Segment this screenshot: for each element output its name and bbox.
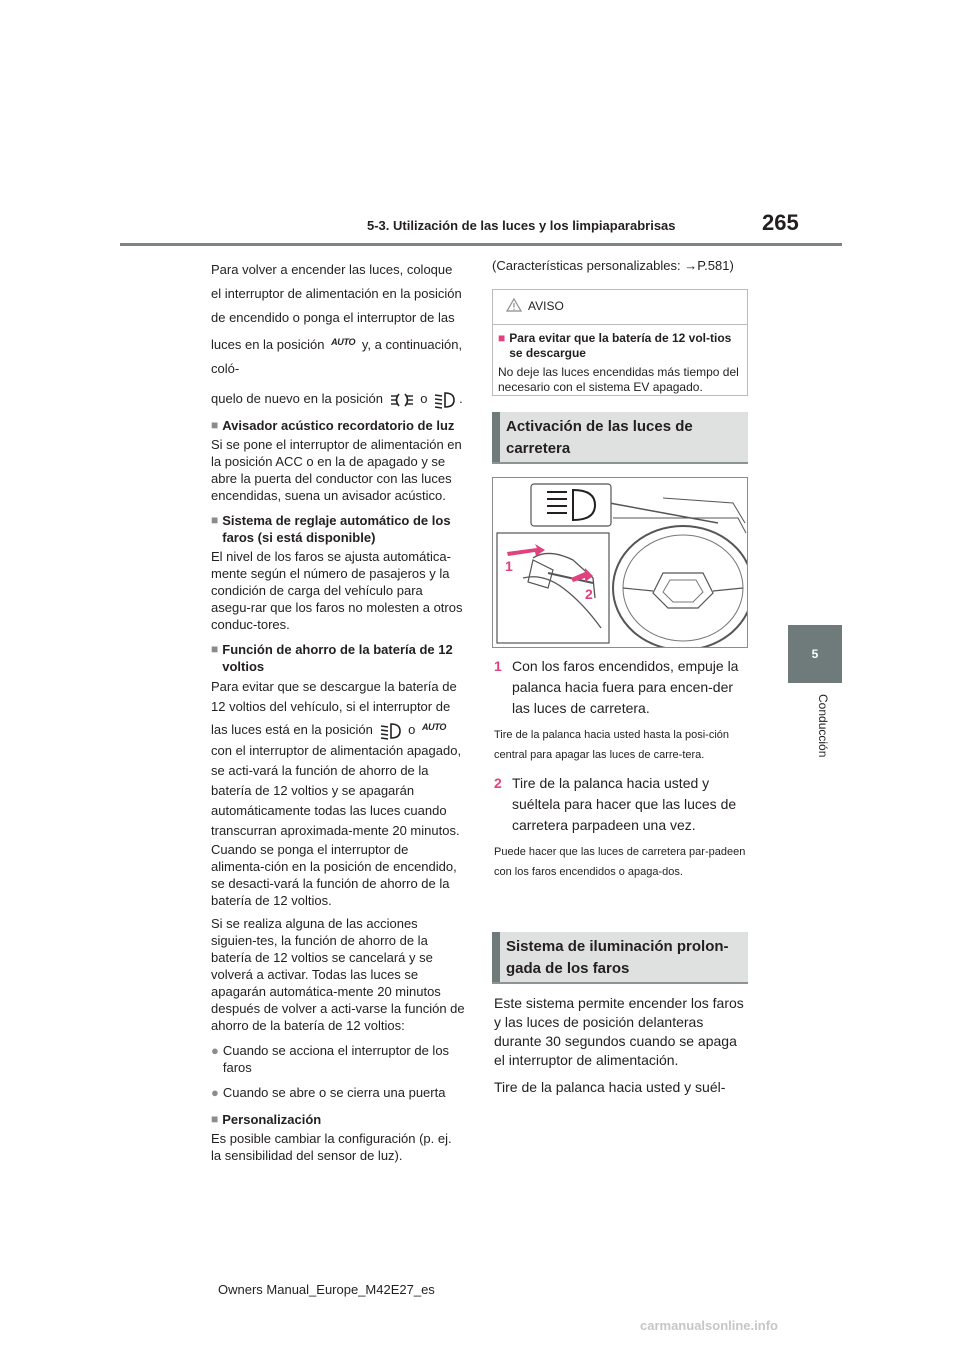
square-bullet-icon: ■ — [211, 513, 219, 527]
step-1: 1 Con los faros encendidos, empuje la palanca hacia fuera para encen-der las luces de carretera. — [494, 658, 739, 716]
heading-auto-leveling: ■ Sistema de reglaje automático de los faros (si está disponible) — [211, 513, 451, 545]
page-number: 265 — [762, 210, 799, 235]
list-item: ● Cuando se acciona el interruptor de los faros — [211, 1042, 450, 1075]
auto-symbol: AUTO — [421, 722, 447, 732]
step-2: 2 Tire de la palanca hacia usted y suéltela para hacer que las luces de carretera parpadeen una vez. — [494, 775, 737, 833]
heading-light-reminder: ■ Avisador acústico recordatorio de luz — [211, 418, 455, 433]
text-battery-saver: Para evitar que se descargue la batería de 12 voltios del vehículo, si el interruptor de las luces está en la posición o $^{AUTO}$ con el interruptor de alimentación apagado, se acti-vará la función de ahorro de la batería de 12 voltios y se apagarán automáticamente todas las luces cuando transcurran aproximada-mente 20 minutos. — [211, 679, 462, 838]
left-column — [211, 258, 465, 1170]
section-title: Activación de las luces de carretera — [506, 418, 693, 457]
square-bullet-icon: ■ — [211, 418, 219, 432]
circle-bullet-icon: ● — [211, 1042, 219, 1058]
header-rule — [120, 243, 842, 246]
note-1: Tire de la palanca hacia usted hasta la posi-ción central para apagar las luces de carre-tera. — [494, 729, 730, 761]
steps-high-beam — [494, 656, 750, 882]
chapter-number: 5 — [811, 647, 819, 661]
text-battery-saver-off: Cuando se ponga el interruptor de alimenta-ción en la posición de encendido, se desacti-vará la función de ahorro de la batería de 12 voltios. — [211, 841, 457, 908]
paragraph-relight: Para volver a encender las luces, coloque el interruptor de alimentación en la posición de encendido o ponga el interruptor de las luces en la posición $^{AUTO}$ y, a continuación, coló- — [211, 262, 463, 376]
warning-triangle-icon — [506, 298, 522, 312]
square-bullet-icon: ■ — [211, 642, 219, 656]
chapter-label: Conducción — [816, 694, 830, 758]
figure-label-1: 1 — [505, 558, 513, 574]
text-auto-leveling: El nivel de los faros se ajusta automática-mente según el número de pasajeros y la condición de carga del vehículo para asegu-rar que los faros no molesten a otros conduc-tores. — [211, 549, 463, 632]
circle-bullet-icon: ● — [211, 1084, 219, 1100]
headlight-icon — [434, 390, 456, 410]
custom-reference: (Características personalizables: →P.581) — [492, 258, 734, 273]
text-customization: Es posible cambiar la configuración (p. ej. la sensibilidad del sensor de luz). — [211, 1130, 452, 1163]
caution-heading: ■ Para evitar que la batería de 12 vol-tios se descargue — [498, 331, 732, 360]
watermark: carmanualsonline.info — [640, 1318, 778, 1333]
caution-text: No deje las luces encendidas más tiempo del necesario con el sistema EV apagado. — [498, 365, 739, 394]
paragraph-relight-2: quelo de nuevo en la posición o . — [211, 387, 465, 411]
heading-battery-saver: ■ Función de ahorro de la batería de 12 voltios — [211, 642, 453, 674]
chapter-tab — [788, 625, 842, 683]
paragraph: Tire de la palanca hacia usted y suél- — [494, 1079, 726, 1095]
text-light-reminder: Si se pone el interruptor de alimentación en la posición ACC o en la de apagado y se abre la puerta del conductor con las luces encendidas, suena un avisador acústico. — [211, 437, 462, 503]
section-extended-lighting — [492, 932, 748, 984]
heading-customization: ■ Personalización — [211, 1111, 322, 1127]
section-title: Sistema de iluminación prolon-gada de los faros — [506, 938, 729, 977]
square-bullet-icon: ■ — [498, 331, 506, 345]
tail-light-icon — [390, 390, 414, 410]
note-2: Puede hacer que las luces de carretera par-padeen con los faros encendidos o apaga-dos. — [494, 846, 746, 878]
section-high-beam — [492, 412, 748, 464]
footer-manual-id: Owners Manual_Europe_M42E27_es — [218, 1282, 435, 1297]
paragraph: Este sistema permite encender los faros y las luces de posición delanteras durante 30 segundos cuando se apaga el interruptor de alimentación. — [494, 995, 744, 1068]
header-section-title: 5-3. Utilización de las luces y los limpiaparabrisas — [367, 218, 676, 233]
caution-title: AVISO — [528, 299, 564, 313]
figure-label-2: 2 — [585, 586, 593, 602]
square-bullet-icon: ■ — [211, 1111, 219, 1126]
caution-body — [498, 331, 744, 395]
headlight-icon — [380, 721, 402, 741]
steering-lever-drawing — [493, 478, 747, 647]
text-battery-saver-reset: Si se realiza alguna de las acciones siguien-tes, la función de ahorro de la batería de 12 voltios se cancelará y se volverá a activar. Todas las luces se apagarán automática-mente 20 minutos después de volver a acti-varse la función de ahorro de la batería de 12 voltios: — [211, 915, 465, 1033]
caution-divider — [492, 324, 748, 325]
caution-header — [506, 298, 564, 313]
lever-illustration — [492, 477, 748, 648]
auto-symbol: AUTO — [331, 337, 356, 347]
extended-lighting-text — [494, 994, 750, 1097]
list-item: ● Cuando se abre o se cierra una puerta — [211, 1084, 446, 1100]
